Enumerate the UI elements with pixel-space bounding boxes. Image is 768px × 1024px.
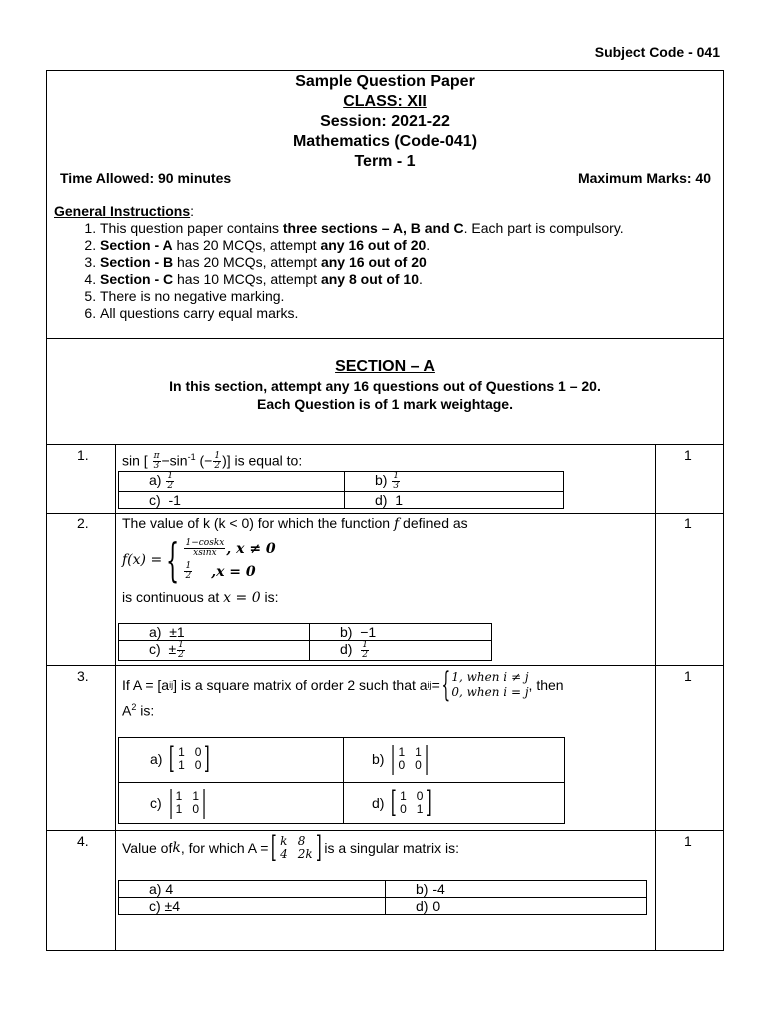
option-a[interactable]: a) ±1 <box>119 624 310 641</box>
question-2-text: The value of k (k < 0) for which the function f defined as <box>122 515 468 532</box>
option-a[interactable]: a) $\frac{1}{2}$ <box>119 472 345 492</box>
question-4-options <box>118 880 647 915</box>
instructions-list <box>54 220 760 322</box>
question-1-options <box>118 471 564 509</box>
instruction-item: 4. Section - C has 10 MCQs, attempt any 8 out of 10. <box>100 271 760 288</box>
question-2-continuity: is continuous at x = 0 is: <box>122 589 279 606</box>
instructions-heading: General Instructions: <box>54 203 195 219</box>
question-number: 1. <box>77 447 89 463</box>
question-marks: 1 <box>684 833 692 849</box>
question-marks: 1 <box>684 668 692 684</box>
option-d[interactable]: d) [ 1 0 0 1 ] <box>372 785 433 820</box>
option-a[interactable]: a) 4 <box>119 881 386 898</box>
option-c[interactable]: c) -1 <box>119 492 345 509</box>
option-d[interactable]: d) 1 <box>345 492 564 509</box>
instruction-item: 1. This question paper contains three sections – A, B and C. Each part is compulsory. <box>100 220 760 237</box>
option-b[interactable]: b) $\frac{1}{3}$ <box>345 472 564 492</box>
option-b[interactable]: b) -4 <box>386 881 647 898</box>
instruction-item: 6. All questions carry equal marks. <box>100 305 760 322</box>
row-divider <box>46 513 724 514</box>
option-divider <box>343 737 344 824</box>
option-b[interactable]: b) | 1 1 0 0 | <box>372 741 430 776</box>
session-label: Session: 2021-22 <box>320 113 450 130</box>
piecewise-function: f(x) = { $\frac{\text{1−coskx}}{xsinx}$ , x ≠ 0 $\frac{1}{2}$ ,x = 0 <box>122 533 276 587</box>
question-number: 2. <box>77 515 89 531</box>
option-c[interactable]: c) ± $\frac{1}{2}$ <box>119 641 310 661</box>
time-allowed: Time Allowed: 90 minutes <box>60 170 232 186</box>
subject-label: Mathematics (Code-041) <box>292 133 478 150</box>
option-a[interactable]: a) [ 1 0 1 0 ] <box>150 741 211 776</box>
instruction-item: 2. Section - A has 20 MCQs, attempt any 16 out of 20. <box>100 237 760 254</box>
question-3-a2: $A^2$ is: <box>122 702 155 719</box>
question-2-options <box>118 623 492 661</box>
option-c[interactable]: c) | 1 1 1 0 | <box>150 785 207 820</box>
header-titles <box>46 72 724 172</box>
row-divider <box>46 665 724 666</box>
section-a-instructions <box>46 377 724 413</box>
question-4-text: Value of k , for which A = [ k 8 4 2k ] is a singular matrix is: <box>122 830 459 865</box>
question-number: 3. <box>77 668 89 684</box>
term-label: Term - 1 <box>354 153 416 170</box>
max-marks: Maximum Marks: 40 <box>577 170 711 186</box>
question-3-text: If A = [a ij ] is a square matrix of order 2 such that a ij = { 1, when i ≠ j 0, when i = j , then <box>122 665 564 705</box>
class-label: CLASS: XII <box>343 93 427 110</box>
subject-code: Subject Code - 041 <box>594 44 720 60</box>
col-divider-left <box>115 444 116 951</box>
option-c[interactable]: c) ±4 <box>119 898 386 915</box>
paper-title: Sample Question Paper <box>295 73 475 90</box>
question-number: 4. <box>77 833 89 849</box>
instruction-item: 5. There is no negative marking. <box>100 288 760 305</box>
col-divider-right <box>655 444 656 951</box>
section-a-line1: In this section, attempt any 16 questions out of Questions 1 – 20. <box>169 378 601 394</box>
instruction-item: 3. Section - B has 20 MCQs, attempt any 16 out of 20 <box>100 254 760 271</box>
option-d[interactable]: d) 0 <box>386 898 647 915</box>
brace-icon: { <box>441 665 450 705</box>
section-a-line2: Each Question is of 1 mark weightage. <box>257 396 513 412</box>
brace-icon: { <box>166 533 180 587</box>
option-d[interactable]: d) $\frac{1}{2}$ <box>310 641 492 661</box>
option-b[interactable]: b) −1 <box>310 624 492 641</box>
question-1-text: sin [ $\frac{\pi}{3}$ $-\sin^{-1}$ (− $\frac{1}{2}$ )] is equal to: <box>122 451 303 472</box>
question-marks: 1 <box>684 447 692 463</box>
question-marks: 1 <box>684 515 692 531</box>
section-a-title: SECTION – A <box>335 358 435 375</box>
